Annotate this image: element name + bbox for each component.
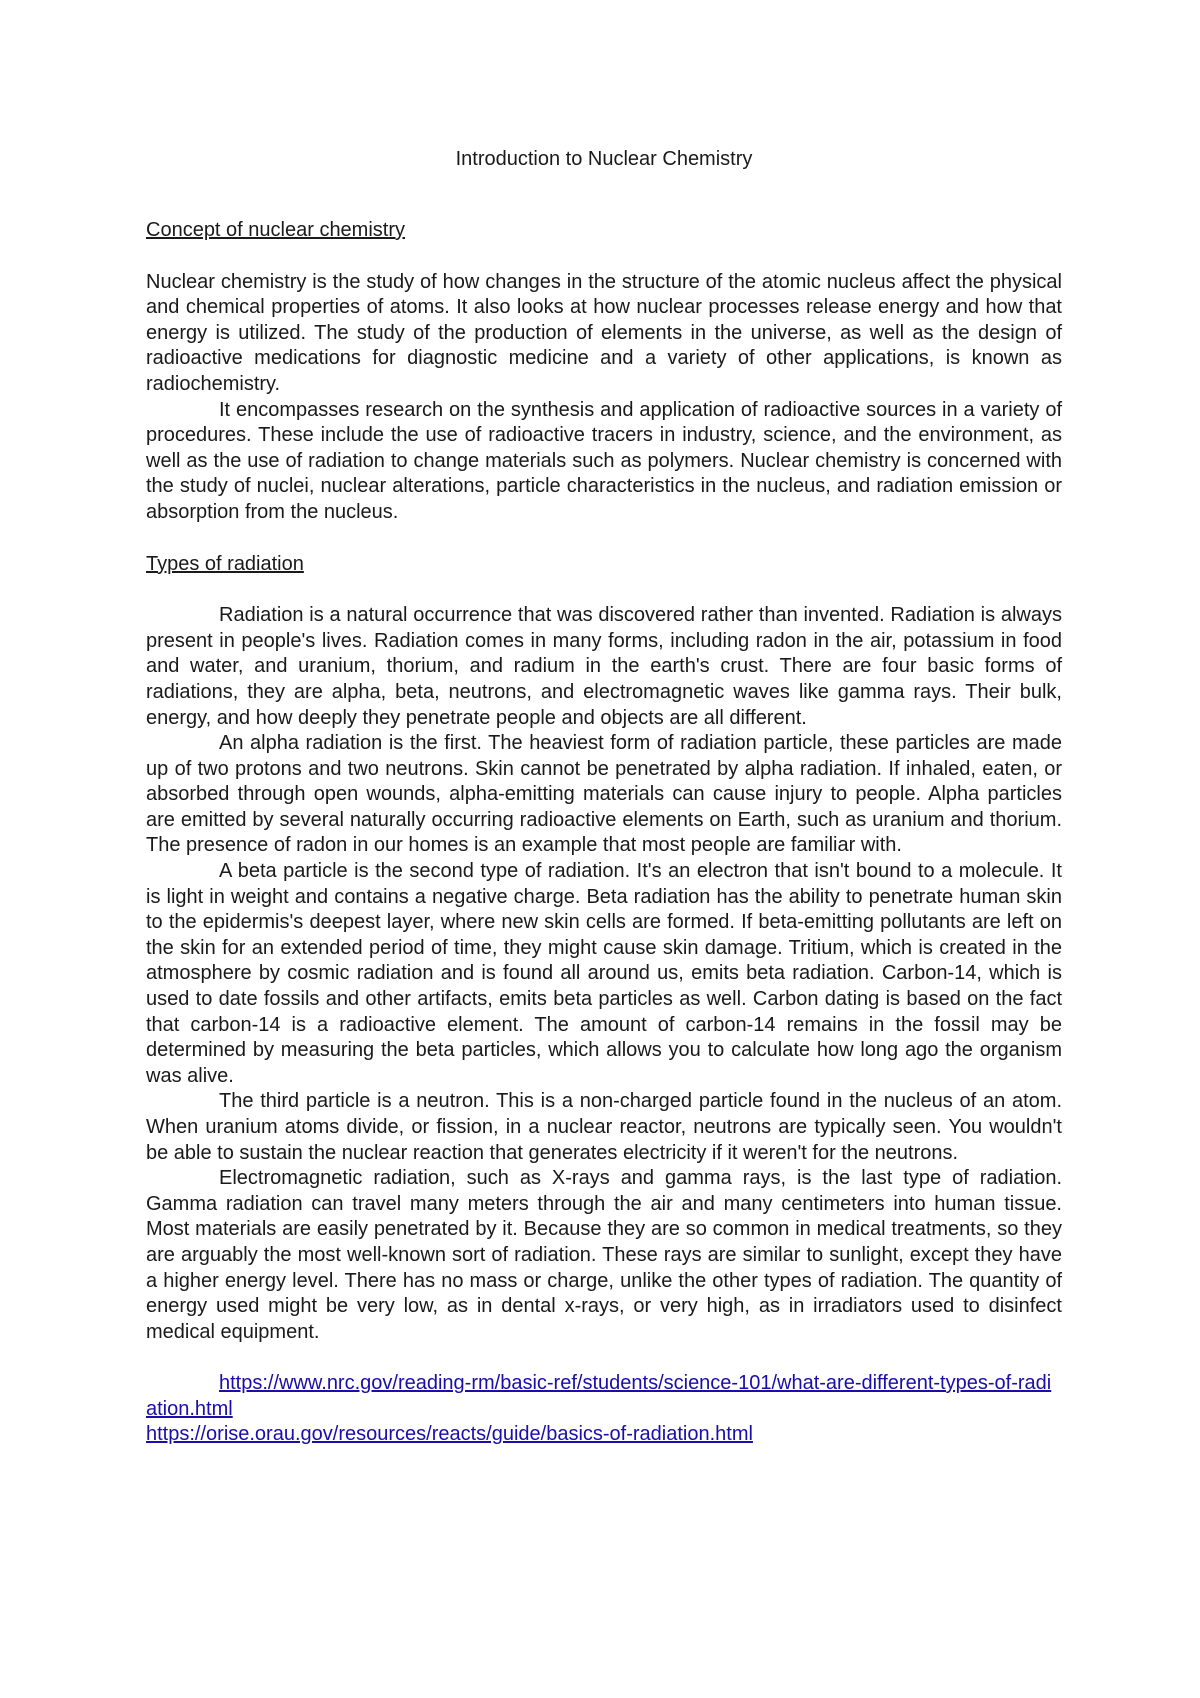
document-page — [146, 142, 1062, 1448]
reference-link-orise[interactable]: https://orise.orau.gov/resources/reacts/guide/basics-of-radiation.html — [146, 1423, 753, 1446]
paragraph-electromagnetic: Electromagnetic radiation, such as X-rays and gamma rays, is the last type of radiation. Gamma radiation can travel many meters through the air and many centimeters into human tissue. Most materials are easily penetrated by it. Because they are so common in medical treatments, so they are arguably the most well-known sort of radiation. These rays are similar to sunlight, except they have a higher energy level. There has no mass or charge, unlike the other types of radiation. The quantity of energy used might be very low, as in dental x-rays, or very high, as in irradiators used to disinfect medical equipment. — [146, 1167, 1062, 1343]
document-title: Introduction to Nuclear Chemistry — [455, 148, 753, 170]
reference-link-nrc[interactable]: https://www.nrc.gov/reading-rm/basic-ref/students/science-101/what-are-different-types-of-radiation.html — [146, 1371, 1052, 1420]
paragraph-concept-1: Nuclear chemistry is the study of how changes in the structure of the atomic nucleus affect the physical and chemical properties of atoms. It also looks at how nuclear processes release energy and how that energy is utilized. The study of the production of elements in the universe, as well as the design of radioactive medications for diagnostic medicine and a variety of other applications, is known as radiochemistry. — [146, 270, 1062, 395]
paragraph-concept-2: It encompasses research on the synthesis and application of radioactive sources in a variety of procedures. These include the use of radioactive tracers in industry, science, and the environment, as well as the use of radiation to change materials such as polymers. Nuclear chemistry is concerned with the study of nuclei, nuclear alterations, particle characteristics in the nucleus, and radiation emission or absorption from the nucleus. — [146, 398, 1062, 523]
references — [146, 1371, 1062, 1448]
paragraph-alpha: An alpha radiation is the first. The heaviest form of radiation particle, these particles are made up of two protons and two neutrons. Skin cannot be penetrated by alpha radiation. If inhaled, eaten, or absorbed through open wounds, alpha-emitting materials can cause injury to people. Alpha particles are emitted by several naturally occurring radioactive elements on Earth, such as uranium and thorium. The presence of radon in our homes is an example that most people are familiar with. — [146, 732, 1062, 857]
section-heading-types: Types of radiation — [146, 552, 304, 575]
paragraph-radiation-intro: Radiation is a natural occurrence that was discovered rather than invented. Radiation is always present in people's lives. Radiation comes in many forms, including radon in the air, potassium in food and water, and uranium, thorium, and radium in the earth's crust. There are four basic forms of radiations, they are alpha, beta, neutrons, and electromagnetic waves like gamma rays. Their bulk, energy, and how deeply they penetrate people and objects are all different. — [146, 604, 1062, 729]
paragraph-beta: A beta particle is the second type of radiation. It's an electron that isn't bound to a molecule. It is light in weight and contains a negative charge. Beta radiation has the ability to penetrate human skin to the epidermis's deepest layer, where new skin cells are formed. If beta-emitting pollutants are left on the skin for an extended period of time, they might cause skin damage. Tritium, which is created in the atmosphere by cosmic radiation and is found all around us, emits beta radiation. Carbon-14, which is used to date fossils and other artifacts, emits beta particles as well. Carbon dating is based on the fact that carbon-14 is a radioactive element. The amount of carbon-14 remains in the fossil may be determined by measuring the beta particles, which allows you to calculate how long ago the organism was alive. — [146, 860, 1062, 1087]
section-heading-concept: Concept of nuclear chemistry — [146, 219, 406, 241]
paragraph-neutron: The third particle is a neutron. This is a non-charged particle found in the nucleus of an atom. When uranium atoms divide, or fission, in a nuclear reactor, neutrons are typically seen. You wouldn't be able to sustain the nuclear reaction that generates electricity if it weren't for the neutrons. — [146, 1090, 1062, 1164]
